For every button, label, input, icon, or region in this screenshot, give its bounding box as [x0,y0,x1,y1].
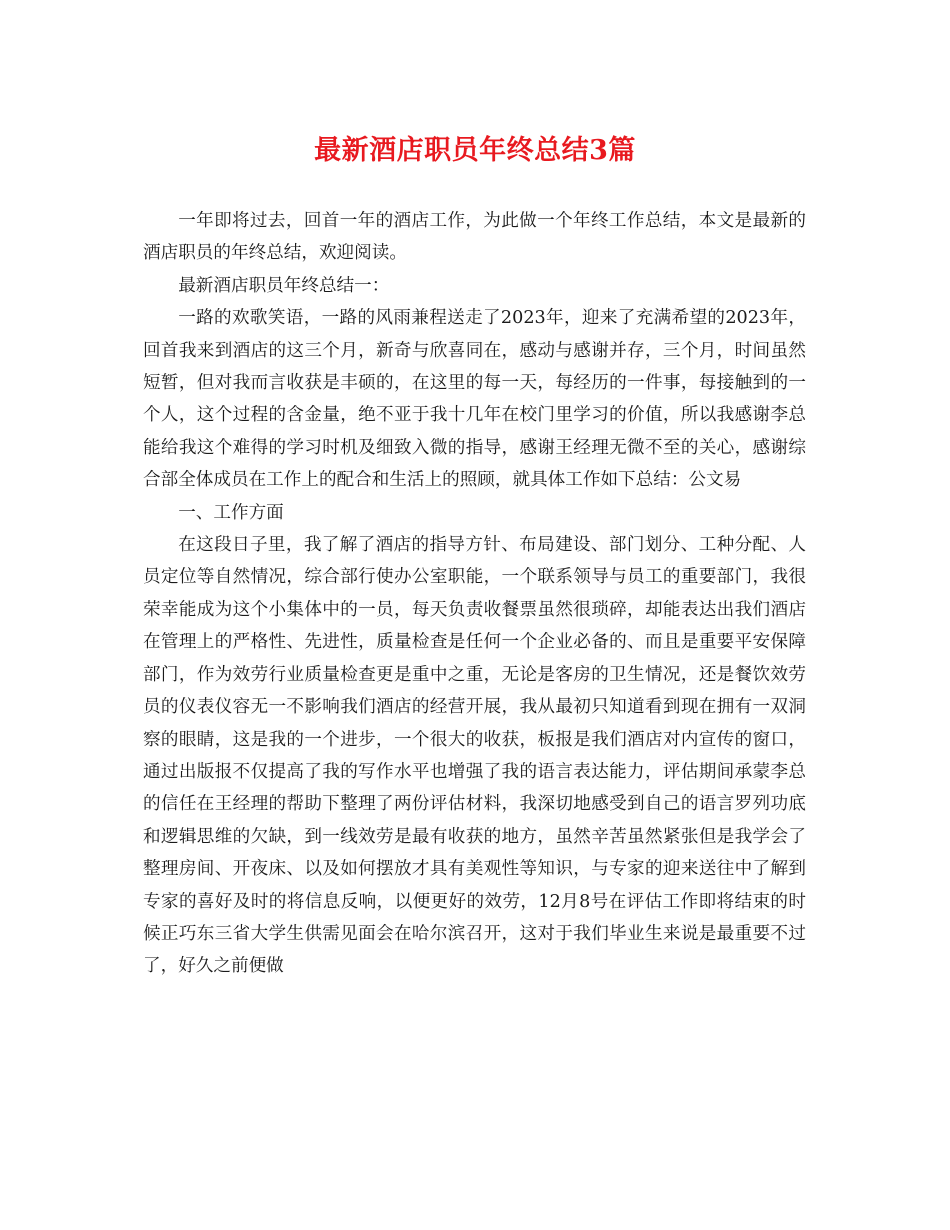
paragraph-work-details: 在这段日子里，我了解了酒店的指导方针、布局建设、部门划分、工种分配、人员定位等自然情况，综合部行使办公室职能，一个联系领导与员工的重要部门，我很荣幸能成为这个小集体中的一员，每天负责收餐票虽然很琐碎，却能表达出我们酒店在管理上的严格性、先进性，质量检查是任何一个企业必备的、而且是重要平安保障部门，作为效劳行业质量检查更是重中之重，无论是客房的卫生情况，还是餐饮效劳员的仪表仪容无一不影响我们酒店的经营开展，我从最初只知道看到现在拥有一双洞察的眼睛，这是我的一个进步，一个很大的收获，板报是我们酒店对内宣传的窗口，通过出版报不仅提高了我的写作水平也增强了我的语言表达能力，评估期间承蒙李总的信任在王经理的帮助下整理了两份评估材料，我深切地感受到自己的语言罗列功底和逻辑思维的欠缺，到一线效劳是最有收获的地方，虽然辛苦虽然紧张但是我学会了整理房间、开夜床、以及如何摆放才具有美观性等知识，与专家的迎来送往中了解到专家的喜好及时的将信息反响，以便更好的效劳，12月8号在评估工作即将结束的时候正巧东三省大学生供需见面会在哈尔滨召开，这对于我们毕业生来说是最重要不过了，好久之前便做 [143,535,806,977]
paragraph-intro: 一年即将过去，回首一年的酒店工作，为此做一个年终工作总结，本文是最新的酒店职员的年终总结，欢迎阅读。 [143,211,806,264]
paragraph-work-heading: 一、工作方面 [178,502,284,523]
document-title: 最新酒店职员年终总结3篇 [314,135,636,166]
paragraph-review: 一路的欢歌笑语，一路的风雨兼程送走了2023年，迎来了充满希望的2023年，回首我来到酒店的这三个月，新奇与欣喜同在，感动与感谢并存，三个月，时间虽然短暂，但对我而言收获是丰硕的，在这里的每一天，每经历的一件事，每接触到的一个人，这个过程的含金量，绝不亚于我十几年在校门里学习的价值，所以我感谢李总能给我这个难得的学习时机及细致入微的指导，感谢王经理无微不至的关心，感谢综合部全体成员在工作上的配合和生活上的照顾，就具体工作如下总结：公文易 [143,308,806,491]
paragraph-section-heading: 最新酒店职员年终总结一： [178,275,390,296]
document-body [143,205,806,983]
